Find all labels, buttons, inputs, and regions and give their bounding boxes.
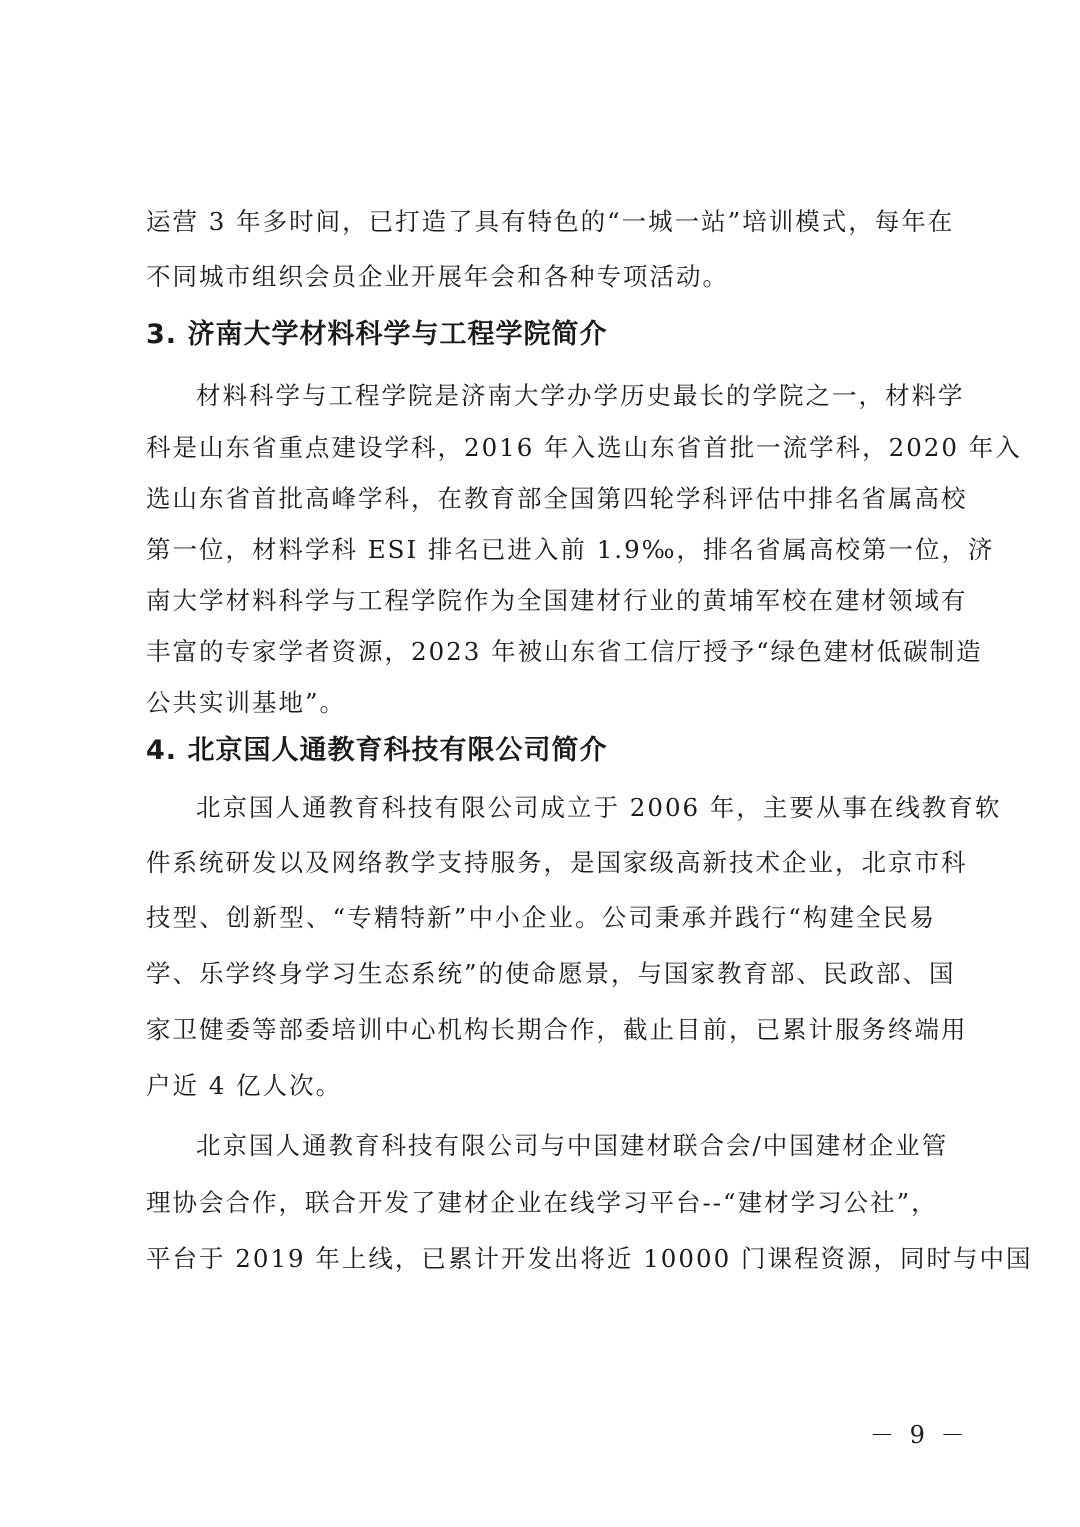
section-3-line-6: 丰富的专家学者资源，2023 年被山东省工信厅授予“绿色建材低碳制造 xyxy=(146,637,983,666)
section-3-line-5: 南大学材料科学与工程学院作为全国建材行业的黄埔军校在建材领域有 xyxy=(146,586,968,615)
section-4-p1-line-3: 技型、创新型、“专精特新”中小企业。公司秉承并践行“构建全民易 xyxy=(146,903,936,932)
section-3-line-1: 材料科学与工程学院是济南大学办学历史最长的学院之一，材料学 xyxy=(196,381,965,410)
section-4-p1-line-1: 北京国人通教育科技有限公司成立于 2006 年，主要从事在线教育软 xyxy=(196,793,1002,822)
section-4-p1-line-6: 户近 4 亿人次。 xyxy=(146,1071,343,1100)
section-4-heading: 4. 北京国人通教育科技有限公司简介 xyxy=(146,735,608,766)
continuation-line-2: 不同城市组织会员企业开展年会和各种专项活动。 xyxy=(146,262,729,291)
section-4-p1-line-4: 学、乐学终身学习生态系统”的使命愿景，与国家教育部、民政部、国 xyxy=(146,959,956,988)
section-4-p2-line-1: 北京国人通教育科技有限公司与中国建材联合会/中国建材企业管 xyxy=(196,1131,949,1160)
continuation-line-1: 运营 3 年多时间，已打造了具有特色的“一城一站”培训模式，每年在 xyxy=(146,207,955,236)
section-3-line-4: 第一位，材料学科 ESI 排名已进入前 1.9‰，排名省属高校第一位，济 xyxy=(146,535,995,564)
section-3-line-2: 科是山东省重点建设学科，2016 年入选山东省首批一流学科，2020 年入 xyxy=(146,433,1022,462)
section-4-p1-line-5: 家卫健委等部委培训中心机构长期合作，截止目前，已累计服务终端用 xyxy=(146,1015,968,1044)
page-number: － 9 － xyxy=(870,1421,969,1449)
section-4-p1-line-2: 件系统研发以及网络教学支持服务，是国家级高新技术企业，北京市科 xyxy=(146,848,968,877)
section-4-p2-line-3: 平台于 2019 年上线，已累计开发出将近 10000 门课程资源，同时与中国 xyxy=(146,1244,1033,1273)
section-3-heading: 3. 济南大学材料科学与工程学院简介 xyxy=(146,319,608,350)
section-4-p2-line-2: 理协会合作，联合开发了建材企业在线学习平台--“建材学习公社”， xyxy=(146,1188,938,1217)
section-3-line-3: 选山东省首批高峰学科，在教育部全国第四轮学科评估中排名省属高校 xyxy=(146,484,968,513)
section-3-line-7: 公共实训基地”。 xyxy=(146,688,347,717)
